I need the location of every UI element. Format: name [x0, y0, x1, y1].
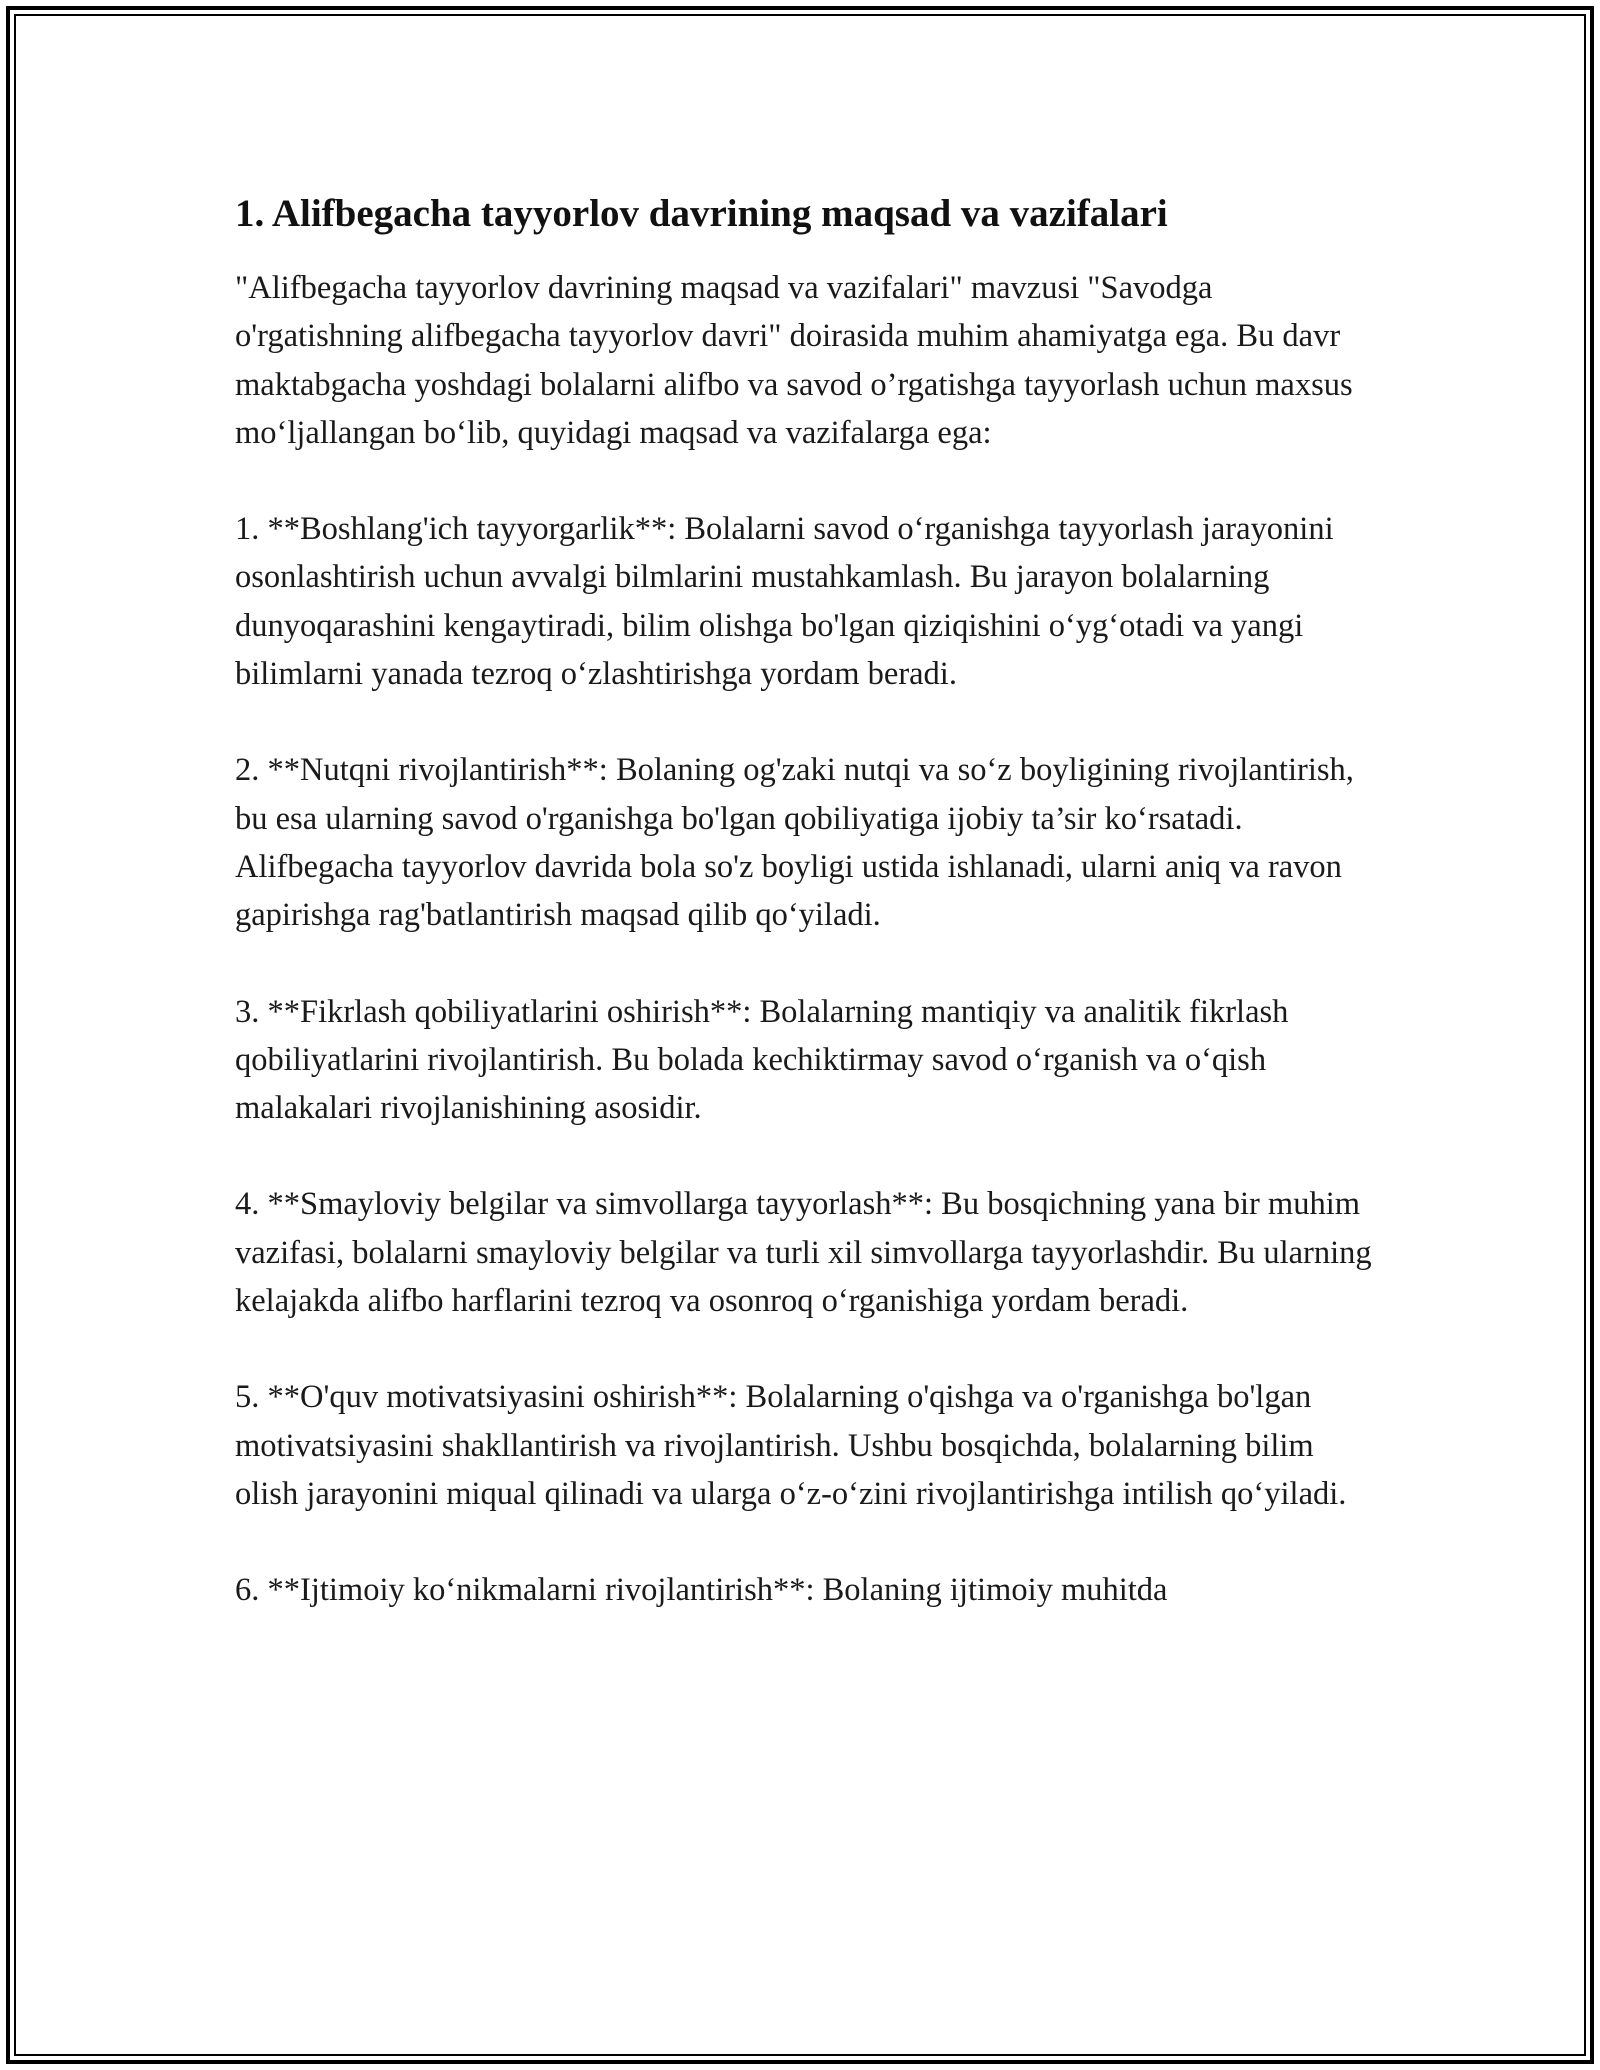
document-body [235, 186, 1385, 1663]
list-item-4: 4. **Smayloviy belgilar va simvollarga tayyorlash**: Bu bosqichning yana bir muhim vazifasi, bolalarni smayloviy belgilar va turli xil simvollarga tayyorlashdir. Bu ularning kelajakda alifbo harflarini tezroq va osonroq o‘rganishiga yordam beradi. [235, 1186, 1372, 1320]
intro-paragraph: "Alifbegacha tayyorlov davrining maqsad va vazifalari" mavzusi "Savodga o'rgatishning alifbegacha tayyorlov davri" doirasida muhim ahamiyatga ega. Bu davr maktabgacha yoshdagi bolalarni alifbo va savod o’rgatishga tayyorlash uchun maxsus mo‘ljallangan bo‘lib, quyidagi maqsad va vazifalarga ega: [235, 270, 1353, 451]
document-title: 1. Alifbegacha tayyorlov davrining maqsad va vazifalari [235, 192, 1168, 235]
list-item-2: 2. **Nutqni rivojlantirish**: Bolaning og'zaki nutqi va so‘z boyligining rivojlantirish, bu esa ularning savod o'rganishga bo'lgan qobiliyatiga ijobiy ta’sir ko‘rsatadi. Alifbegacha tayyorlov davrida bola so'z boyligi ustida ishlanadi, ularni aniq va ravon gapirishga rag'batlantirish maqsad qilib qo‘yiladi. [235, 752, 1354, 934]
list-item-3: 3. **Fikrlash qobiliyatlarini oshirish**: Bolalarning mantiqiy va analitik fikrlash qobiliyatlarini rivojlantirish. Bu bolada kechiktirmay savod o‘rganish va o‘qish malakalari rivojlanishining asosidir. [235, 993, 1289, 1127]
list-item-1: 1. **Boshlang'ich tayyorgarlik**: Bolalarni savod o‘rganishga tayyorlash jarayonini osonlashtirish uchun avvalgi bilmlarini mustahkamlash. Bu jarayon bolalarning dunyoqarashini kengaytiradi, bilim olishga bo'lgan qiziqishini o‘yg‘otadi va yangi bilimlarni yanada tezroq o‘zlashtirishga yordam beradi. [235, 511, 1334, 693]
list-item-5: 5. **O'quv motivatsiyasini oshirish**: Bolalarning o'qishga va o'rganishga bo'lgan motivatsiyasini shakllantirish va rivojlantirish. Ushbu bosqichda, bolalarning bilim olish jarayonini miqual qilinadi va ularga o‘z-o‘zini rivojlantirishga intilish qo‘yiladi. [235, 1379, 1347, 1512]
list-item-6: 6. **Ijtimoiy ko‘nikmalarni rivojlantirish**: Bolaning ijtimoiy muhitda [235, 1572, 1168, 1609]
